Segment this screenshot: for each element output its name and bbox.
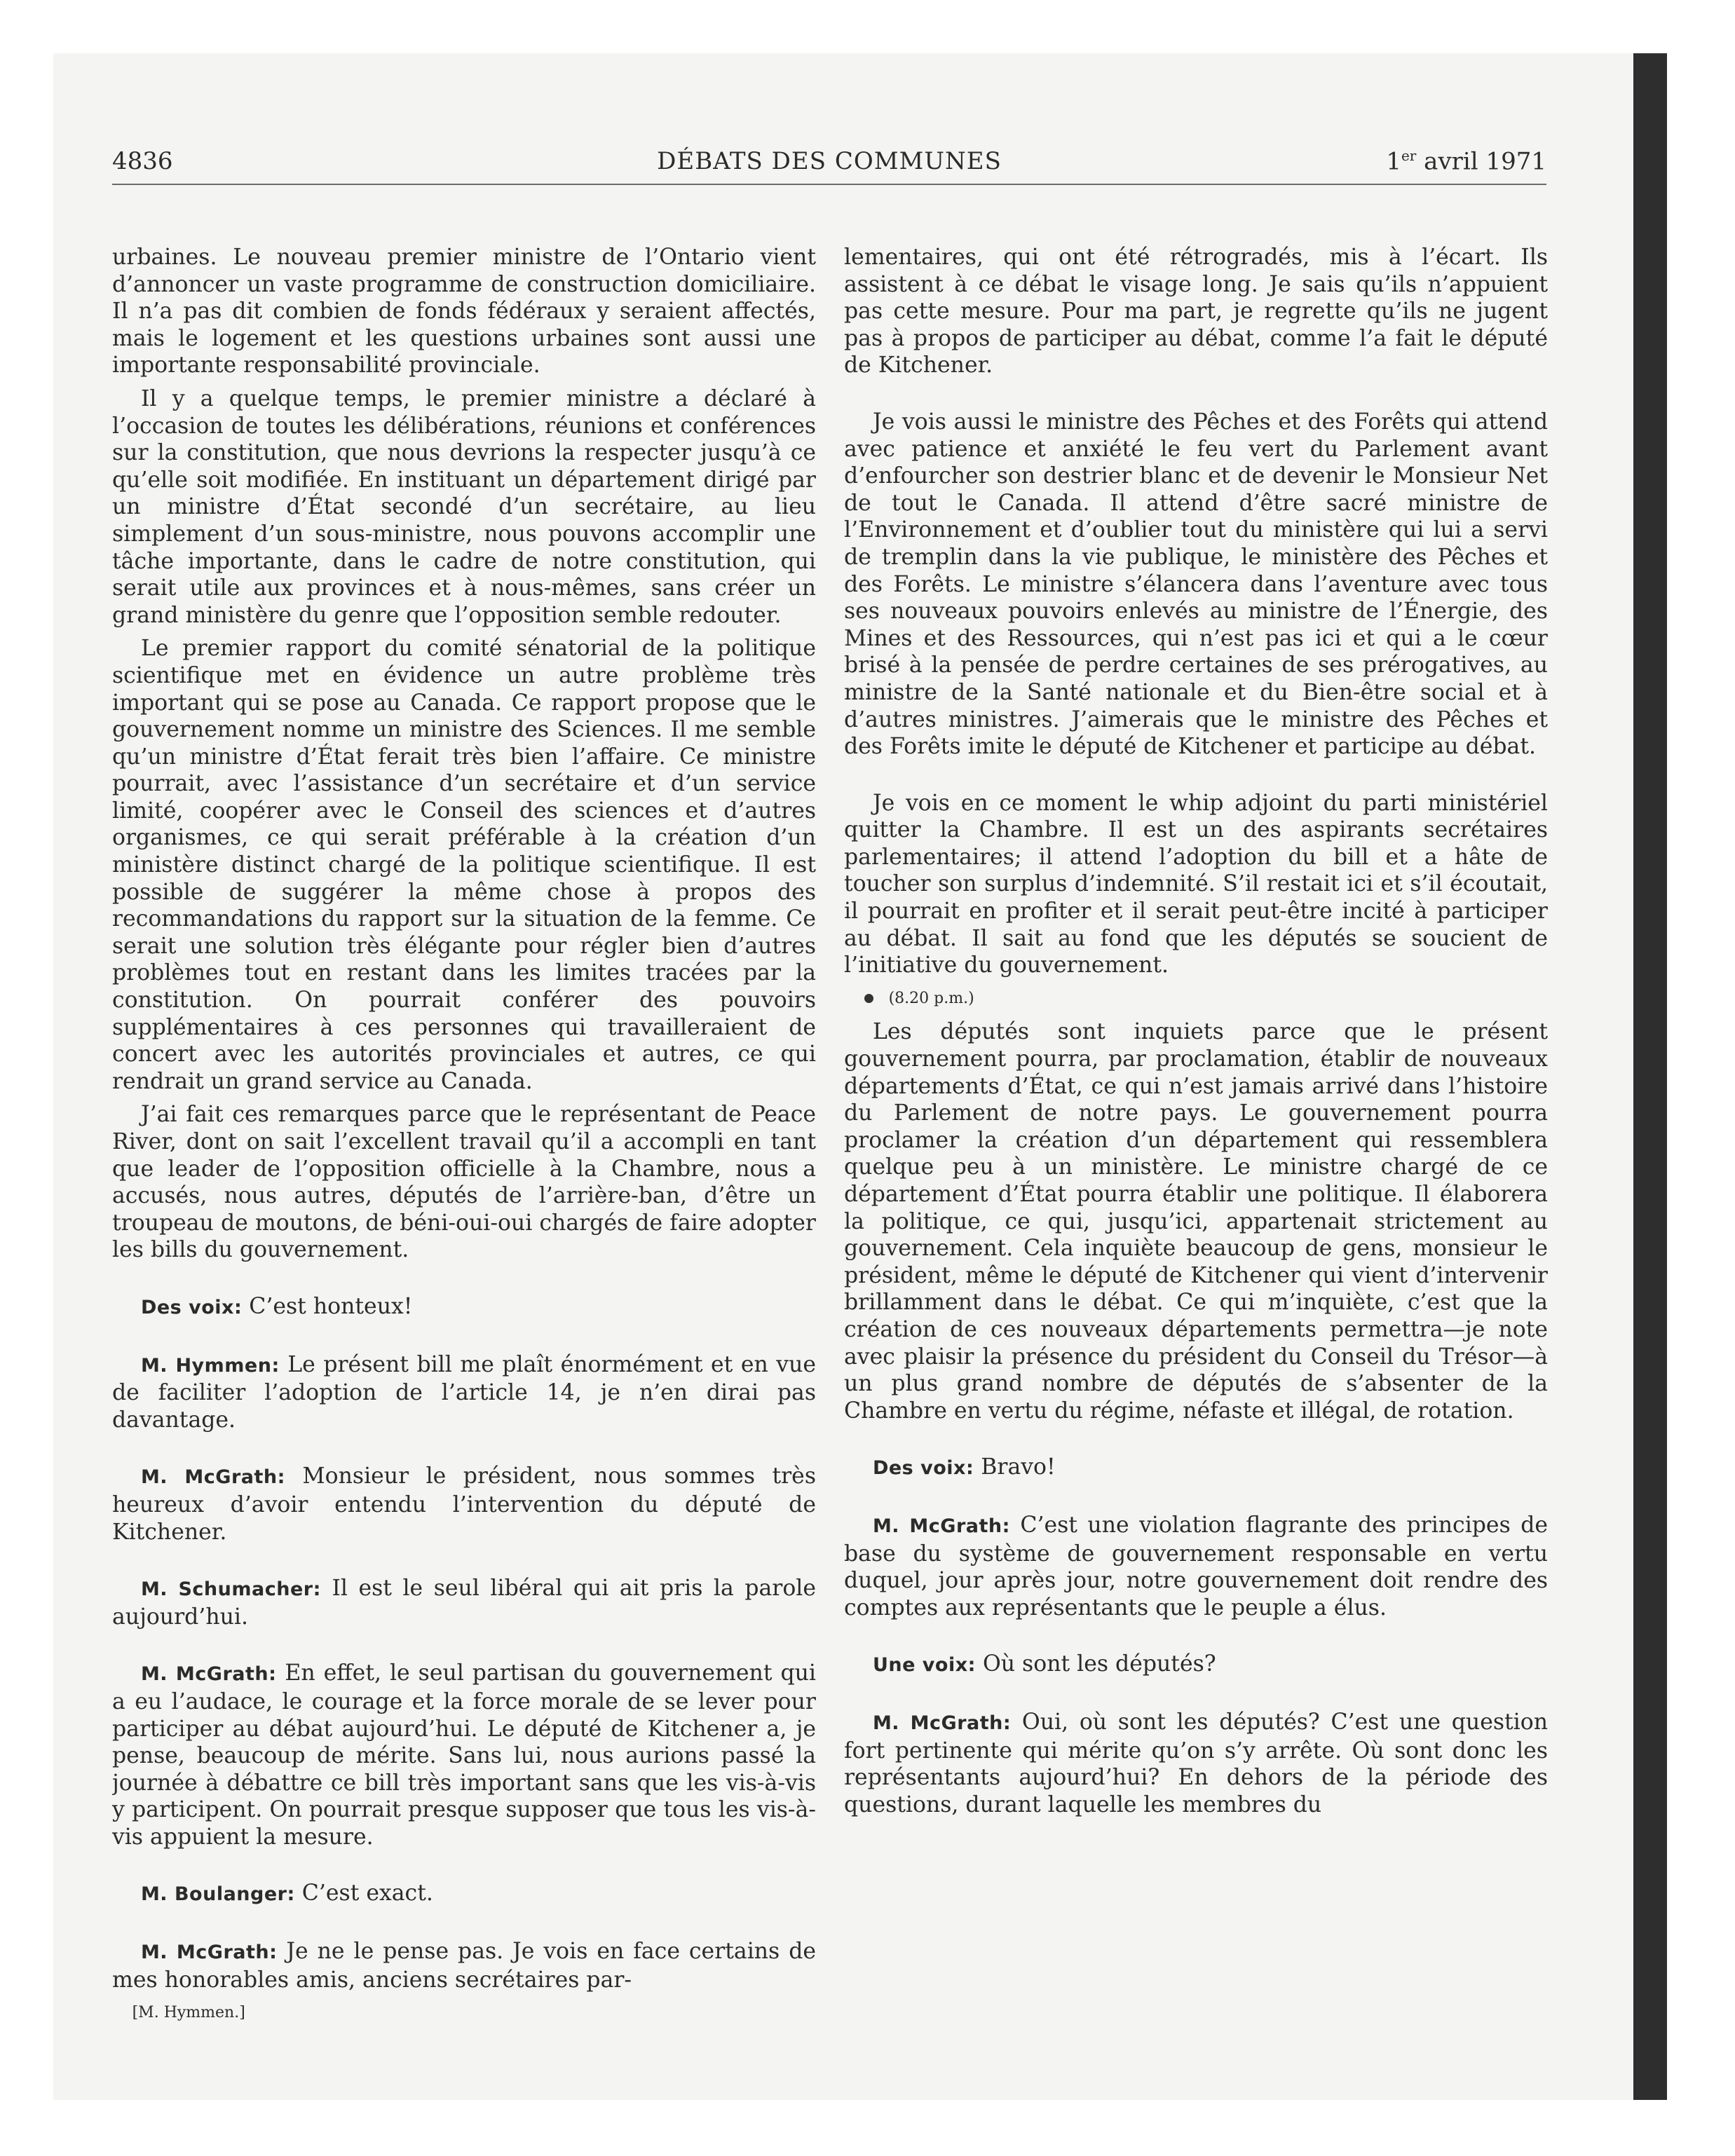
paragraph: lementaires, qui ont été rétrogradés, mis à l’écart. Ils assistent à ce débat le visage long. Je sais qu’ils n’appuient pas cette mesure. Pour ma part, je regrette qu’ils ne jugent pas à propos de participer au débat, comme l’a fait le député de Kitchener.: [844, 245, 1548, 378]
speaker-name: M. McGrath:: [872, 1515, 1010, 1537]
speech: M. Boulanger: C’est exact.: [140, 1881, 433, 1906]
speaker-footnote: [M. Hymmen.]: [132, 2004, 245, 2022]
time-marker: (8.20 p.m.): [844, 985, 1548, 1013]
speech: M. Schumacher: Il est le seul libéral qui ait pris la parole aujourd’hui.: [112, 1576, 816, 1630]
left-column: [112, 244, 816, 2024]
paragraph: Les députés sont inquiets parce que le présent gouvernement pourra, par proclamation, établir de nouveaux départements d’État, ce qui n’est jamais arrivé dans l’histoire du Parlement de notre pays. Le gouvernement pourra proclamer la création d’un département qui ressemblera quelque peu à un ministère. Le ministre chargé de ce département d’État pourra établir une politique. Il élaborera la politique, ce qui, jusqu’ici, appartenait strictement au gouvernement. Cela inquiète beaucoup de gens, monsieur le président, même le député de Kitchener qui vient d’intervenir brillamment dans le débat. Ce qui m’inquiète, c’est que la création de ces nouveaux départements permettra—je note avec plaisir la présence du président du Conseil du Trésor—à un plus grand nombre de députés de s’absenter de la Chambre en vertu du régime, néfaste et illégal, de rotation.: [844, 1019, 1548, 1424]
speech: Des voix: Bravo!: [872, 1454, 1056, 1480]
speaker-name: M. McGrath:: [140, 1466, 285, 1489]
speech: M. McGrath: C’est une violation flagrante des principes de base du système de gouvernement responsable en vertu duquel, jour après jour, notre gouvernement doit rendre des comptes aux représentants que le peuple a élus.: [844, 1512, 1548, 1621]
speech: Des voix: C’est honteux!: [140, 1293, 413, 1319]
speaker-name: M. Hymmen:: [140, 1354, 280, 1377]
scan-edge-shadow: [1633, 53, 1667, 2100]
page-date: 1er avril 1971: [1386, 147, 1546, 176]
speaker-name: M. Boulanger:: [140, 1883, 295, 1906]
paragraph: Le premier rapport du comité sénatorial de la politique scientifique met en évidence un autre problème très important qui se pose au Canada. Ce rapport propose que le gouvernement nomme un ministre des Sciences. Il me semble qu’un ministre d’État ferait très bien l’affaire. Ce ministre pourrait, avec l’assistance d’un secrétaire et d’un service limité, coopérer avec le Conseil des sciences et d’autres organismes, ce qui serait préférable à la création d’un ministère distinct chargé de la politique scientifique. Il est possible de suggérer la même chose à propos des recommandations du rapport sur la situation de la femme. Ce serait une solution très élégante pour régler bien d’autres problèmes tout en restant dans les limites tracées par la constitution. On pourrait conférer des pouvoirs supplémentaires à ces personnes qui travailleraient de concert avec les autorités provinciales et autres, ce qui rendrait un grand service au Canada.: [112, 636, 816, 1094]
right-column: [844, 244, 1548, 2024]
page-number: 4836: [112, 147, 173, 175]
speaker-name: Des voix:: [872, 1457, 974, 1480]
speaker-name: M. McGrath:: [872, 1712, 1012, 1734]
page-header: [112, 147, 1546, 185]
paragraph: Je vois en ce moment le whip adjoint du parti ministériel quitter la Chambre. Il est un des aspirants secrétaires parlementaires; il attend l’adoption du bill et a hâte de toucher son surplus d’indemnité. S’il restait ici et s’il écoutait, il pourrait en profiter et il serait peut-être incité à participer au débat. Il sait au fond que les députés se soucient de l’initiative du gouvernement.: [844, 790, 1548, 978]
bullet-icon: [864, 994, 873, 1003]
speaker-name: M. McGrath:: [140, 1663, 277, 1686]
speaker-name: Une voix:: [872, 1654, 976, 1677]
speaker-name: M. Schumacher:: [140, 1578, 321, 1601]
speech: M. McGrath: Je ne le pense pas. Je vois en face certains de mes honorables amis, anciens secrétaires par-: [112, 1939, 816, 1993]
speech: Une voix: Où sont les députés?: [872, 1651, 1216, 1677]
speaker-name: M. McGrath:: [140, 1942, 278, 1964]
paragraph: urbaines. Le nouveau premier ministre de l’Ontario vient d’annoncer un vaste programme de construction domiciliaire. Il n’a pas dit combien de fonds fédéraux y seraient affectés, mais le logement et les questions urbaines sont aussi une importante responsabilité provinciale.: [112, 245, 816, 378]
page-title: DÉBATS DES COMMUNES: [657, 147, 1002, 175]
paragraph: Il y a quelque temps, le premier ministre a déclaré à l’occasion de toutes les délibérations, réunions et conférences sur la constitution, que nous devrions la respecter jusqu’à ce qu’elle soit modifiée. En instituant un département dirigé par un ministre d’État secondé d’un secrétaire, au lieu simplement d’un sous-ministre, nous pouvons accomplir une tâche importante, dans le cadre de notre constitution, qui serait utile aux provinces et à nous-mêmes, sans créer un grand ministère du genre que l’opposition semble redouter.: [112, 386, 816, 628]
speech: M. McGrath: Oui, où sont les députés? C’est une question fort pertinente qui mérite qu’on s’y arrête. Où sont donc les représentants aujourd’hui? En dehors de la période des questions, durant laquelle les membres du: [844, 1709, 1548, 1817]
paragraph: J’ai fait ces remarques parce que le représentant de Peace River, dont on sait l’excellent travail qu’il a accompli en tant que leader de l’opposition officielle à la Chambre, nous a accusés, nous autres, députés de l’arrière-ban, d’être un troupeau de moutons, de béni-oui-oui chargés de faire adopter les bills du gouvernement.: [112, 1102, 816, 1263]
speech: M. Hymmen: Le présent bill me plaît énormément et en vue de faciliter l’adoption de l’article 14, je n’en dirai pas davantage.: [112, 1351, 816, 1433]
paragraph: Je vois aussi le ministre des Pêches et des Forêts qui attend avec patience et anxiété le feu vert du Parlement avant d’enfourcher son destrier blanc et de devenir le Monsieur Net de tout le Canada. Il attend d’être sacré ministre de l’Environnement et d’oublier tout du ministère qui lui a servi de tremplin dans la vie publique, le ministère des Pêches et des Forêts. Le ministre s’élancera dans l’aventure avec tous ses nouveaux pouvoirs enlevés au ministre de l’Énergie, des Mines et des Ressources, qui n’est pas ici et qui a le cœur brisé à la pensée de perdre certaines de ses prérogatives, au ministre de la Santé nationale et du Bien-être social et à d’autres ministres. J’aimerais que le ministre des Pêches et des Forêts imite le député de Kitchener et participe au débat.: [844, 409, 1548, 760]
speech: M. McGrath: En effet, le seul partisan du gouvernement qui a eu l’audace, le courage et la force morale de se lever pour participer au débat aujourd’hui. Le député de Kitchener a, je pense, beaucoup de mérite. Sans lui, nous aurions passé la journée à débattre ce bill très important sans que les vis-à-vis y participent. On pourrait presque supposer que tous les vis-à-vis appuient la mesure.: [112, 1660, 816, 1850]
speech: M. McGrath: Monsieur le président, nous sommes très heureux d’avoir entendu l’intervention du député de Kitchener.: [112, 1464, 816, 1545]
speaker-name: Des voix:: [140, 1296, 243, 1318]
